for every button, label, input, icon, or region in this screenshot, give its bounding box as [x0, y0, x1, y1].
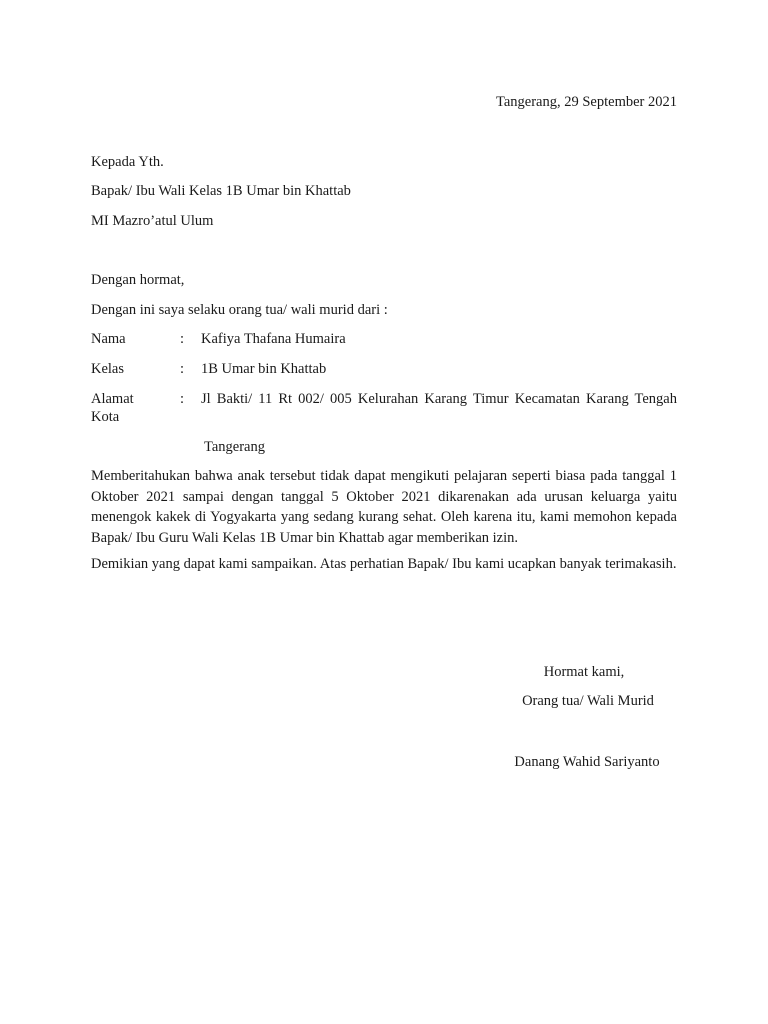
field-colon-alamat: : — [180, 391, 185, 407]
signature-role: Orang tua/ Wali Murid — [522, 693, 654, 709]
signature-name: Danang Wahid Sariyanto — [514, 754, 660, 770]
field-colon-kelas: : — [180, 361, 185, 377]
field-value-kelas: 1B Umar bin Khattab — [201, 361, 327, 377]
field-label-alamat: Alamat — [91, 391, 134, 407]
field-label-nama: Nama — [91, 331, 126, 347]
field-label-kelas: Kelas — [91, 361, 125, 377]
field-value-nama: Kafiya Thafana Humaira — [201, 331, 346, 347]
field-value-alamat-line2: Kota — [91, 409, 120, 425]
letter-date: Tangerang, 29 September 2021 — [496, 94, 677, 110]
closing-paragraph: Demikian yang dapat kami sampaikan. Atas perhatian Bapak/ Ibu kami ucapkan banyak terimakasih. — [91, 556, 677, 572]
recipient-to: Kepada Yth. — [91, 154, 164, 170]
field-value-alamat-line1: Jl Bakti/ 11 Rt 002/ 005 Kelurahan Karang Timur Kecamatan Karang Tengah — [201, 391, 677, 407]
body-paragraph: Memberitahukan bahwa anak tersebut tidak dapat mengikuti pelajaran seperti biasa pada tanggal 1 Oktober 2021 sampai dengan tanggal 5 Oktober 2021 dikarenakan ada urusan keluarga yaitu menengok kakek di Yogyakarta yang sedang kurang sehat. Oleh karena itu, kami memohon kepada Bapak/ Ibu Guru Wali Kelas 1B Umar bin Khattab agar memberikan izin. — [91, 468, 677, 546]
recipient-line2: MI Mazro’atul Ulum — [91, 213, 214, 229]
intro-text: Dengan ini saya selaku orang tua/ wali murid dari : — [91, 302, 388, 318]
signature-closing: Hormat kami, — [543, 664, 625, 680]
field-value-alamat-line3: Tangerang — [204, 439, 265, 455]
greeting: Dengan hormat, — [91, 272, 185, 288]
field-colon-nama: : — [180, 331, 185, 347]
recipient-line1: Bapak/ Ibu Wali Kelas 1B Umar bin Khattab — [91, 183, 351, 199]
